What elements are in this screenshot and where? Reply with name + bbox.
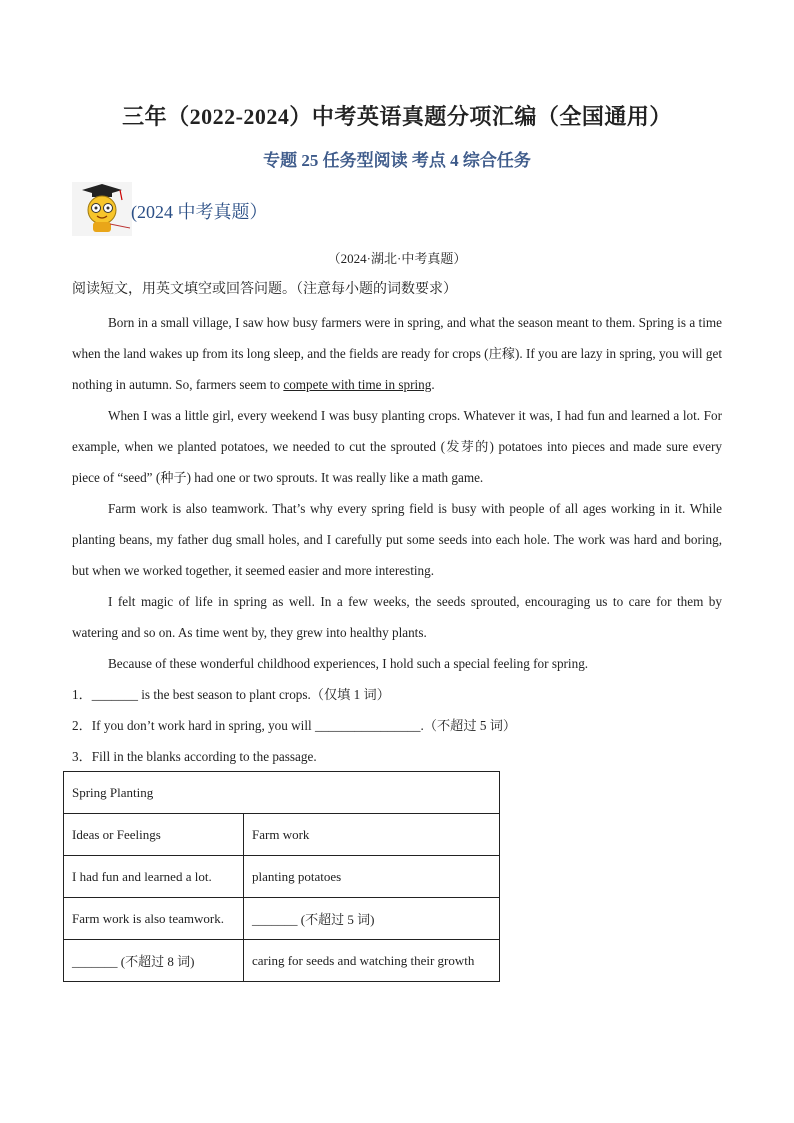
table-cell: I had fun and learned a lot.	[64, 856, 244, 898]
graduate-cartoon-icon	[72, 182, 132, 236]
table-cell: planting potatoes	[244, 856, 500, 898]
paragraph-4: I felt magic of life in spring as well. In a few weeks, the seeds sprouted, encouraging us to care for them by watering and so on. As time went by, they grew into healthy plants.	[72, 594, 722, 640]
table-cell: caring for seeds and watching their growth	[244, 940, 500, 982]
column-header: Ideas or Feelings	[64, 814, 244, 856]
table-cell: Farm work is also teamwork.	[64, 898, 244, 940]
question-3: 3．Fill in the blanks according to the passage.	[72, 749, 317, 764]
task-table	[63, 771, 500, 982]
paragraph-5: Because of these wonderful childhood experiences, I hold such a special feeling for spring.	[108, 656, 589, 671]
question-1: 1．_______ is the best season to plant crops.（仅填 1 词）	[72, 687, 390, 702]
paragraph-3: Farm work is also teamwork. That’s why every spring field is busy with people of all ages working in it. While planting beans, my father dug small holes, and I carefully put some seeds into each hole. The work was hard and boring, but when we worked together, it seemed easier and more interesting.	[72, 501, 722, 578]
table-header-row	[64, 814, 500, 856]
table-title: Spring Planting	[64, 772, 500, 814]
table-title-row	[64, 772, 500, 814]
table-row	[64, 940, 500, 982]
paragraph-1: Born in a small village, I saw how busy farmers were in spring, and what the season meant to them. Spring is a time when the land wakes up from its long sleep, and the fields are ready for crops (庄稼). If you are lazy in spring, you will get nothing in autumn. So, farmers seem to compete with time in spring.	[72, 315, 722, 392]
table-row	[64, 898, 500, 940]
instructions: 阅读短文，用英文填空或回答问题。（注意每小题的词数要求）	[72, 282, 457, 297]
column-header: Farm work	[244, 814, 500, 856]
table-cell: _______ (不超过 5 词)	[244, 898, 500, 940]
paragraph-2: When I was a little girl, every weekend I was busy planting crops. Whatever it was, I had fun and learned a lot. For example, when we planted potatoes, we needed to cut the sprouted (发芽的) potatoes into pieces and made sure every piece of “seed” (种子) had one or two sprouts. It was really like a math game.	[72, 408, 722, 485]
underlined-phrase: compete with time in spring	[283, 377, 432, 392]
section-heading: (2024 中考真题）	[131, 202, 268, 222]
topic-subtitle: 专题 25 任务型阅读 考点 4 综合任务	[263, 151, 531, 170]
reading-passage	[72, 307, 722, 679]
question-source: （2024·湖北·中考真题）	[327, 251, 467, 266]
table-row	[64, 856, 500, 898]
table-cell: _______ (不超过 8 词)	[64, 940, 244, 982]
question-2: 2．If you don’t work hard in spring, you will ________________.（不超过 5 词）	[72, 718, 517, 733]
document-title: 三年（2022-2024）中考英语真题分项汇编（全国通用）	[122, 104, 672, 129]
